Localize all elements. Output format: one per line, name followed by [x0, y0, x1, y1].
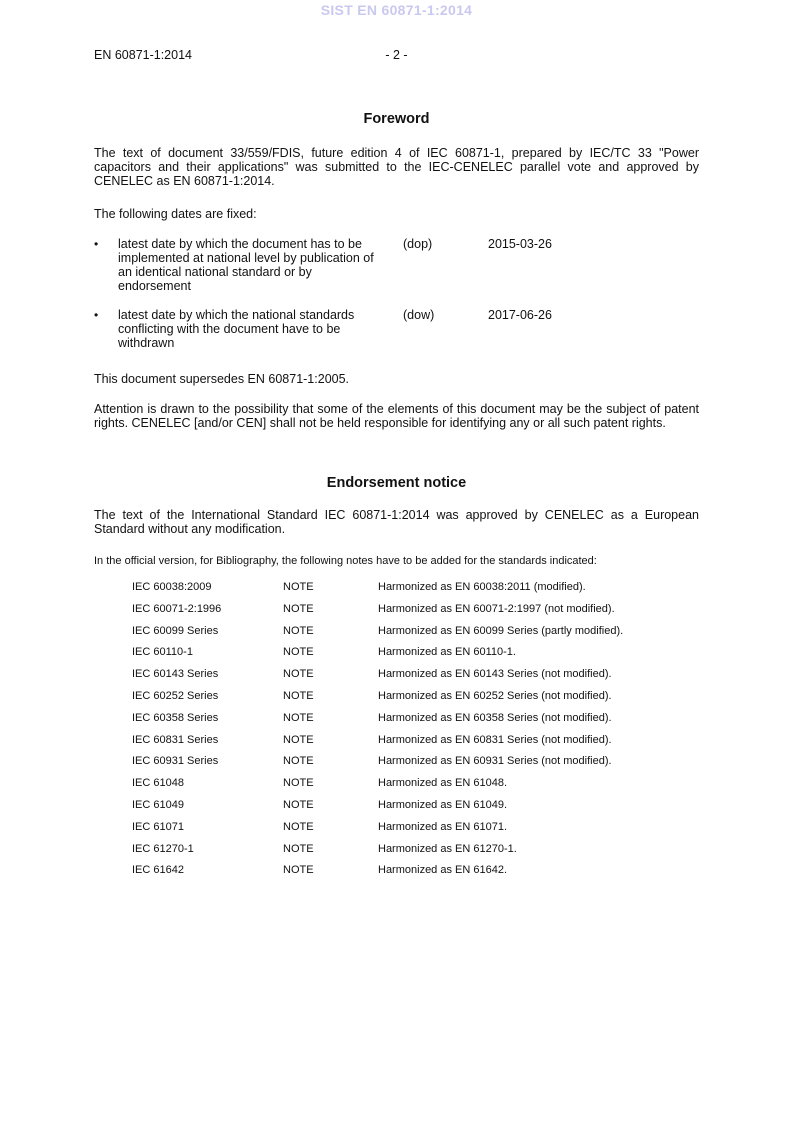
note-standard: IEC 61270-1 — [132, 842, 194, 855]
note-label: NOTE — [283, 755, 314, 768]
note-standard: IEC 61049 — [132, 798, 184, 811]
note-row — [132, 754, 699, 776]
note-text: Harmonized as EN 60038:2011 (modified). — [378, 581, 586, 593]
date-item-text: latest date by which the document has to be implemented at national level by publication of an identical national standard or by endorsement — [118, 237, 374, 293]
date-item-text: latest date by which the national standards conflicting with the document have to be withdrawn — [118, 308, 355, 350]
note-text: Harmonized as EN 60358 Series (not modified). — [378, 711, 612, 724]
note-text: Harmonized as EN 61049. — [378, 798, 508, 811]
foreword-paragraph-3: This document supersedes EN 60871-1:2005. — [94, 372, 350, 386]
endorsement-title: Endorsement notice — [326, 475, 467, 491]
note-label: NOTE — [283, 820, 314, 833]
note-row — [132, 776, 699, 798]
note-text: Harmonized as EN 60831 Series (not modified). — [378, 733, 612, 746]
note-label: NOTE — [283, 668, 314, 681]
note-standard: IEC 60143 Series — [132, 668, 219, 681]
endorsement-paragraph-2: In the official version, for Bibliography, the following notes have to be added for the standards indicated: — [94, 555, 597, 567]
note-row — [132, 645, 699, 667]
note-standard: IEC 60252 Series — [132, 689, 219, 702]
note-text: Harmonized as EN 60252 Series (not modified). — [378, 689, 612, 702]
note-row — [132, 711, 699, 733]
foreword-title: Foreword — [363, 111, 430, 127]
note-text: Harmonized as EN 61642. — [378, 864, 508, 877]
bullet-icon: • — [94, 308, 99, 322]
note-row — [132, 842, 699, 864]
note-standard: IEC 60931 Series — [132, 755, 219, 768]
note-text: Harmonized as EN 61071. — [378, 820, 508, 833]
note-standard: IEC 61048 — [132, 777, 184, 790]
note-label: NOTE — [283, 581, 314, 593]
foreword-paragraph-4: Attention is drawn to the possibility that some of the elements of this document may be the subject of patent rights. CENELEC [and/or CEN] shall not be held responsible for identifying any or all such patent rights. — [94, 402, 699, 430]
note-label: NOTE — [283, 646, 314, 659]
note-text: Harmonized as EN 60071-2:1997 (not modified). — [378, 602, 615, 615]
note-row — [132, 580, 699, 602]
notes-table — [132, 580, 699, 885]
bullet-icon: • — [94, 237, 99, 251]
note-label: NOTE — [283, 602, 314, 615]
note-label: NOTE — [283, 711, 314, 724]
note-row — [132, 798, 699, 820]
note-row — [132, 624, 699, 646]
note-label: NOTE — [283, 777, 314, 790]
note-label: NOTE — [283, 733, 314, 746]
date-item-date: 2017-06-26 — [488, 308, 552, 322]
note-row — [132, 733, 699, 755]
watermark: SIST EN 60871-1:2014 — [320, 2, 473, 18]
note-label: NOTE — [283, 689, 314, 702]
note-label: NOTE — [283, 864, 314, 877]
note-text: Harmonized as EN 60143 Series (not modified). — [378, 668, 612, 681]
note-label: NOTE — [283, 798, 314, 811]
page-number: - 2 - — [385, 48, 408, 62]
note-row — [132, 863, 699, 885]
note-label: NOTE — [283, 624, 314, 637]
note-text: Harmonized as EN 60099 Series (partly modified). — [378, 624, 624, 637]
date-item-code: (dop) — [403, 237, 433, 251]
note-text: Harmonized as EN 60931 Series (not modified). — [378, 755, 612, 768]
note-row — [132, 602, 699, 624]
header-doc-id: EN 60871-1:2014 — [94, 48, 192, 62]
note-row — [132, 820, 699, 842]
foreword-paragraph-2: The following dates are fixed: — [94, 207, 257, 221]
note-row — [132, 689, 699, 711]
date-item-date: 2015-03-26 — [488, 237, 552, 251]
endorsement-paragraph-1: The text of the International Standard IEC 60871-1:2014 was approved by CENELEC as a European Standard without any modification. — [94, 508, 699, 536]
note-standard: IEC 60038:2009 — [132, 581, 212, 593]
note-standard: IEC 60110-1 — [132, 646, 193, 659]
note-text: Harmonized as EN 60110-1. — [378, 646, 516, 659]
note-standard: IEC 60099 Series — [132, 624, 219, 637]
note-label: NOTE — [283, 842, 314, 855]
note-standard: IEC 60358 Series — [132, 711, 219, 724]
note-standard: IEC 61071 — [132, 820, 184, 833]
note-standard: IEC 60071-2:1996 — [132, 602, 222, 615]
date-item-code: (dow) — [403, 308, 435, 322]
note-standard: IEC 60831 Series — [132, 733, 219, 746]
note-row — [132, 667, 699, 689]
note-text: Harmonized as EN 61270-1. — [378, 842, 517, 855]
foreword-paragraph-1: The text of document 33/559/FDIS, future edition 4 of IEC 60871-1, prepared by IEC/TC 33 "Power capacitors and their applications" was submitted to the IEC-CENELEC parallel vote and approved by CENELEC as EN 60871-1:2014. — [94, 146, 699, 188]
note-text: Harmonized as EN 61048. — [378, 777, 508, 790]
note-standard: IEC 61642 — [132, 864, 184, 877]
